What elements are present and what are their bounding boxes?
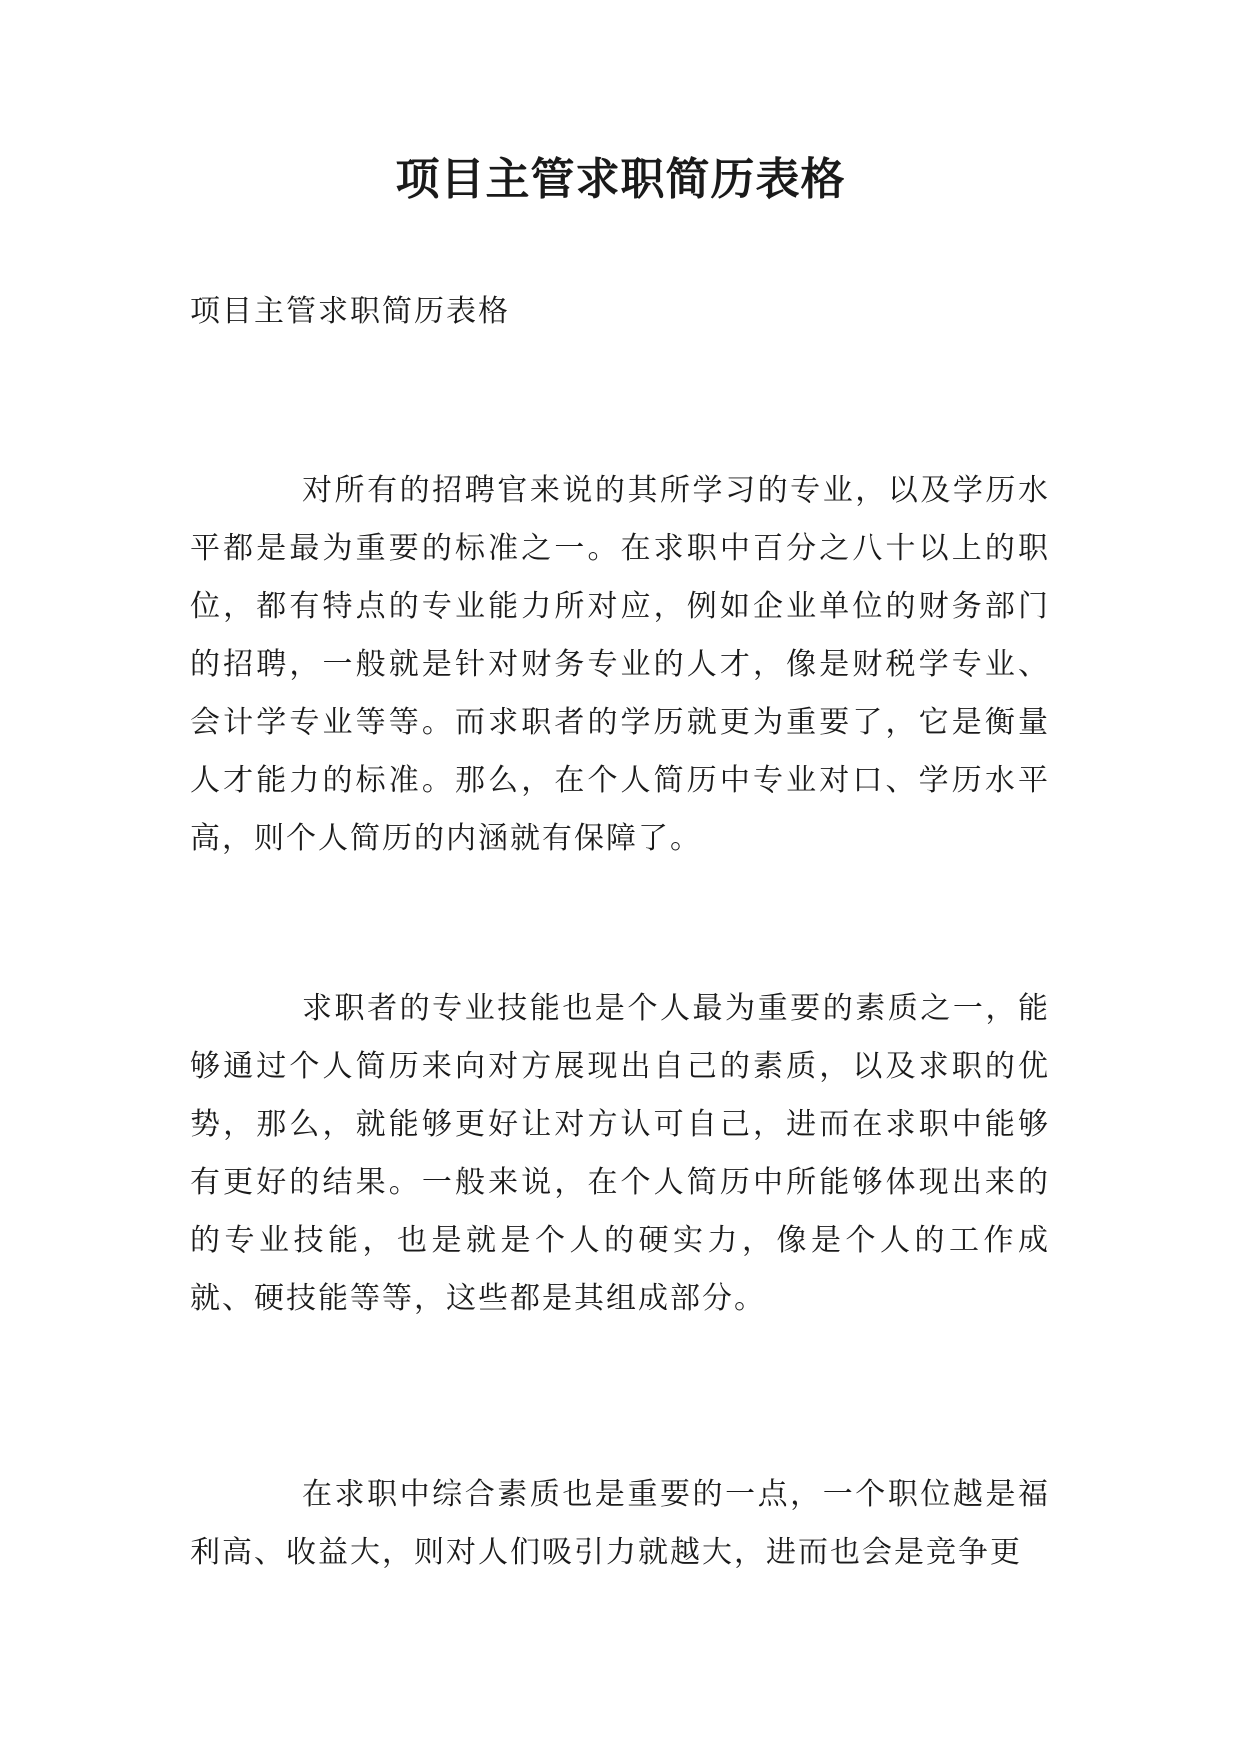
document-subtitle: 项目主管求职简历表格 bbox=[190, 294, 510, 329]
paragraph-overall-quality: 在求职中综合素质也是重要的一点，一个职位越是福利高、收益大，则对人们吸引力就越大，进而也会是竞争更 bbox=[190, 1477, 1050, 1570]
paragraph-education: 对所有的招聘官来说的其所学习的专业，以及学历水平都是最为重要的标准之一。在求职中百分之八十以上的职位，都有特点的专业能力所对应，例如企业单位的财务部门的招聘，一般就是针对财务专业的人才，像是财税学专业、会计学专业等等。而求职者的学历就更为重要了，它是衡量人才能力的标准。那么，在个人简历中专业对口、学历水平高，则个人简历的内涵就有保障了。 bbox=[190, 473, 1050, 856]
document-title: 项目主管求职简历表格 bbox=[395, 154, 846, 205]
paragraph-skills: 求职者的专业技能也是个人最为重要的素质之一，能够通过个人简历来向对方展现出自己的素质，以及求职的优势，那么，就能够更好让对方认可自己，进而在求职中能够有更好的结果。一般来说，在个人简历中所能够体现出来的的专业技能，也是就是个人的硬实力，像是个人的工作成就、硬技能等等，这些都是其组成部分。 bbox=[190, 991, 1050, 1316]
